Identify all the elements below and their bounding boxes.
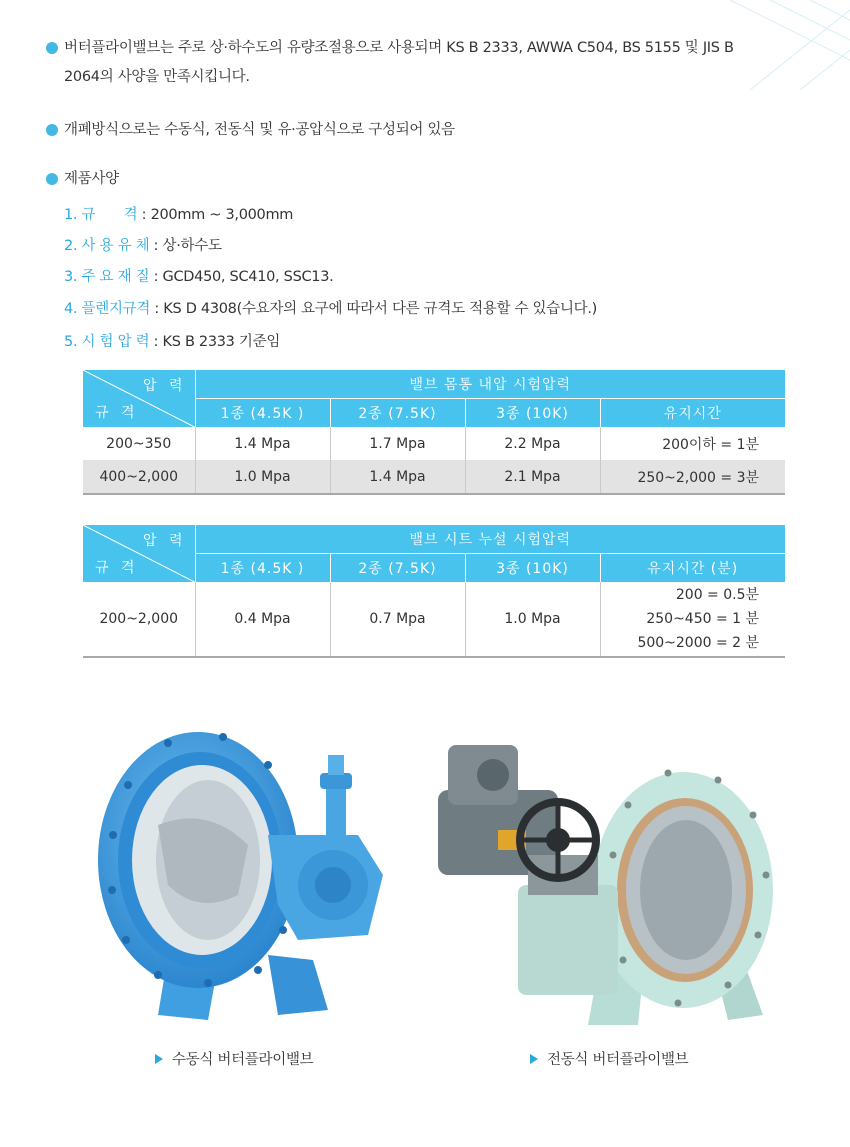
seat-leak-table <box>83 525 785 658</box>
table-row: 400~2,000 1.0 Mpa 1.4 Mpa 2.1 Mpa 250~2,000 = 3분 <box>83 460 785 494</box>
column-header: 1종 (4.5K ) <box>195 554 330 583</box>
table-row: 200~350 1.4 Mpa 1.7 Mpa 2.2 Mpa 200이하 = 1분 <box>83 427 785 460</box>
column-header: 2종 (7.5K) <box>330 399 465 428</box>
bullet-dot-icon <box>46 173 58 185</box>
bullet-dot-icon <box>46 42 58 54</box>
spec-material: 3. 주 요 재 질 : GCD450, SC410, SSC13. <box>64 269 334 285</box>
intro-bullet-2 <box>46 116 455 145</box>
table-row: 200~2,000 0.4 Mpa 0.7 Mpa 1.0 Mpa 200 = 0.5분 250~450 = 1 분 500~2000 = 2 분 <box>83 582 785 657</box>
intro-bullet-1 <box>46 34 734 92</box>
intro-line: 개폐방식으로는 수동식, 전동식 및 유·공압식으로 구성되어 있음 <box>64 122 455 138</box>
column-header: 1종 (4.5K ) <box>195 399 330 428</box>
hold-time-cell: 200 = 0.5분 250~450 = 1 분 500~2000 = 2 분 <box>600 582 785 657</box>
section-title: 제품사양 <box>64 171 119 187</box>
manual-butterfly-valve-image <box>98 725 408 1025</box>
table-group-header: 밸브 시트 누설 시험압력 <box>195 525 785 554</box>
column-header: 3종 (10K) <box>465 399 600 428</box>
table-group-header: 밸브 몸통 내압 시험압력 <box>195 370 785 399</box>
body-pressure-table <box>83 370 785 495</box>
electric-butterfly-valve-image <box>428 735 773 1030</box>
table-corner-header: 압 력 규 격 <box>83 525 195 582</box>
table-corner-header: 압 력 규 격 <box>83 370 195 427</box>
caption-triangle-icon <box>530 1054 538 1064</box>
spec-size: 1. 규 격 : 200mm ~ 3,000mm <box>64 207 294 223</box>
caption-manual-valve: 수동식 버터플라이밸브 <box>155 1048 313 1069</box>
column-header: 유지시간 (분) <box>600 554 785 583</box>
caption-triangle-icon <box>155 1054 163 1064</box>
spec-flange: 4. 플렌지규격 : KS D 4308(수요자의 요구에 따라서 다른 규격도 적용할 수 있습니다.) <box>64 301 598 317</box>
column-header: 3종 (10K) <box>465 554 600 583</box>
column-header: 2종 (7.5K) <box>330 554 465 583</box>
spec-test-pressure: 5. 시 험 압 력 : KS B 2333 기준임 <box>64 334 281 350</box>
intro-line: 버터플라이밸브는 주로 상·하수도의 유량조절용으로 사용되며 KS B 2333, AWWA C504, BS 5155 및 JIS B <box>64 40 734 56</box>
bullet-dot-icon <box>46 124 58 136</box>
intro-bullet-3 <box>46 165 119 194</box>
column-header: 유지시간 <box>600 399 785 428</box>
intro-line: 2064의 사양을 만족시킵니다. <box>64 69 250 85</box>
caption-electric-valve: 전동식 버터플라이밸브 <box>530 1048 688 1069</box>
spec-fluid: 2. 사 용 유 체 : 상·하수도 <box>64 238 222 254</box>
